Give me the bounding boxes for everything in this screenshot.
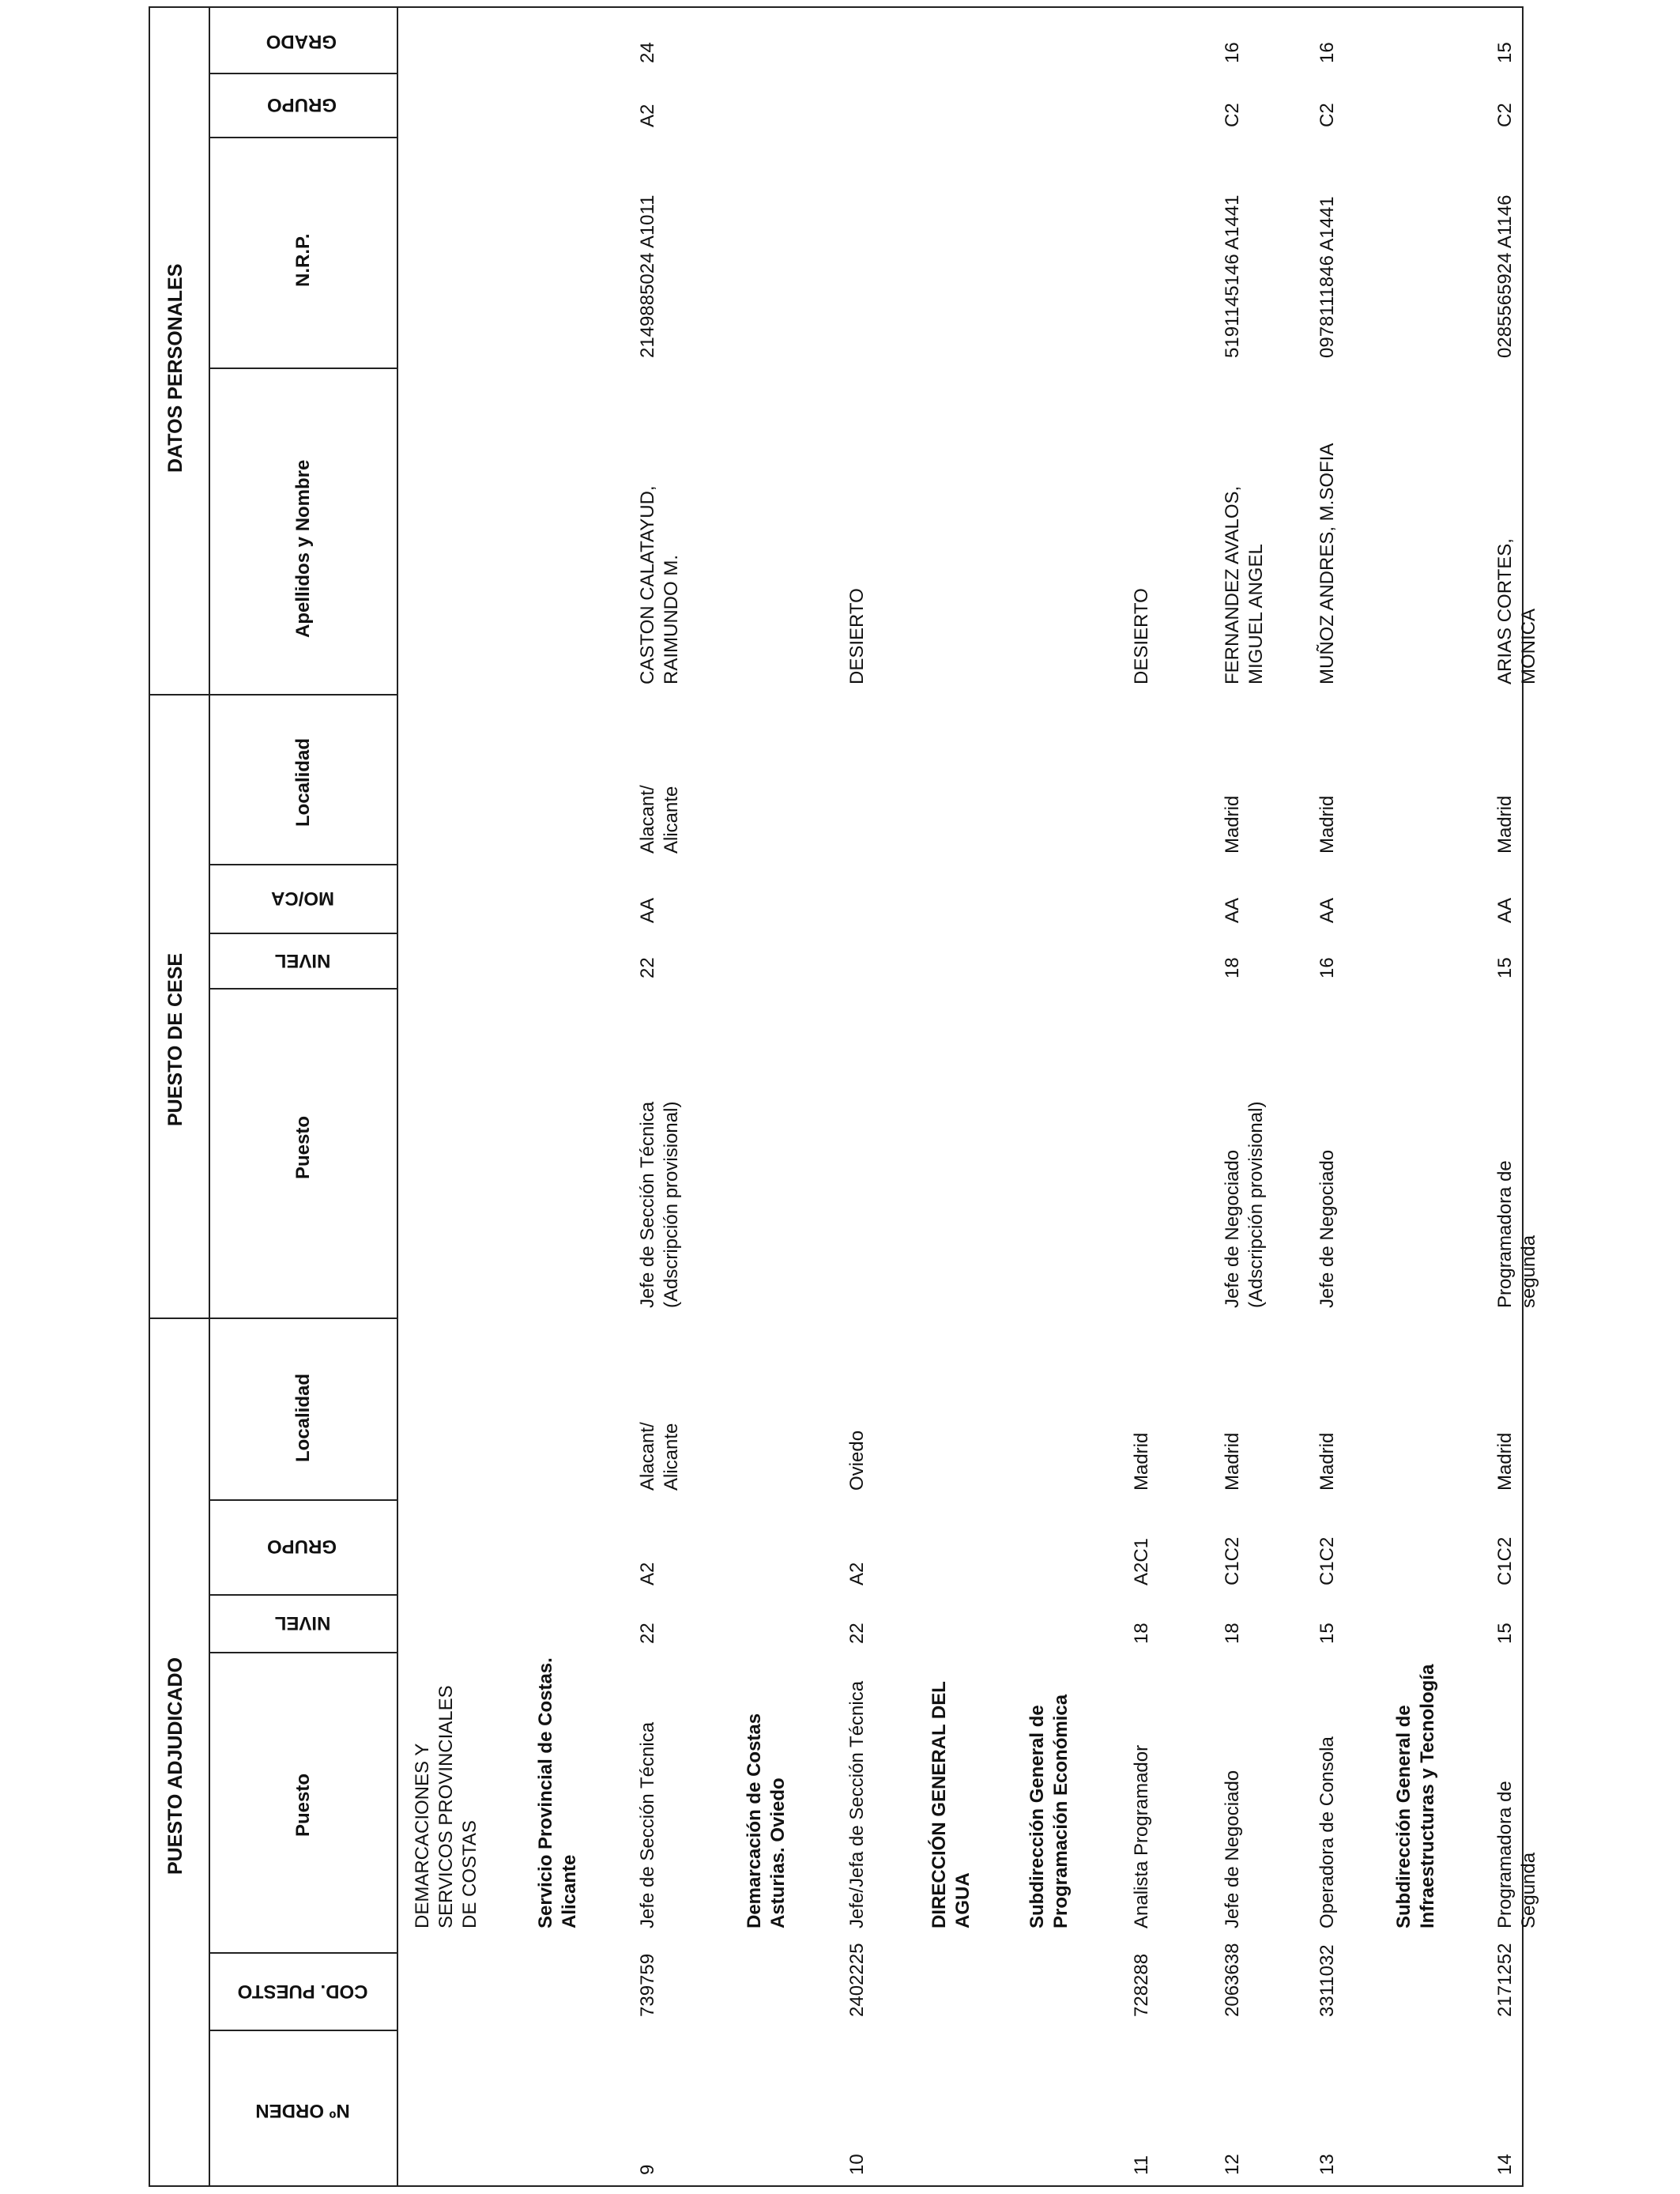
col-sep-nivel-cese <box>209 988 397 990</box>
section-programacion: Subdirección General de Programación Económica <box>1026 1694 1072 1928</box>
row-9-cese-localidad: Alacant/ Alicante <box>637 785 682 854</box>
row-11-nombre: DESIERTO <box>1131 588 1152 684</box>
row-10-cod: 2402225 <box>846 1943 868 2017</box>
group-sep-2 <box>149 1318 209 1319</box>
row-10-grupo: A2 <box>846 1562 868 1585</box>
row-12-cese-moca: AA <box>1222 897 1243 923</box>
col-sep-grado <box>209 73 397 74</box>
row-13-cese-nivel: 16 <box>1317 957 1338 978</box>
table-border-top <box>149 6 1524 8</box>
row-9-cese-puesto: Jefe de Sección Técnica (Adscripción provisional) <box>637 1101 682 1308</box>
group-sep-1 <box>149 694 209 696</box>
row-14-puesto: Programadora de Segunda <box>1494 1781 1539 1928</box>
row-13-grado: 16 <box>1317 42 1338 63</box>
row-14-cese-moca: AA <box>1494 897 1516 923</box>
row-13-orden: 13 <box>1317 2154 1338 2175</box>
row-10-localidad: Oviedo <box>846 1430 868 1491</box>
row-13-nrp: 0978111846 A1441 <box>1317 196 1338 358</box>
row-11-orden: 11 <box>1131 2155 1152 2175</box>
col-sep-grupo <box>209 137 397 138</box>
row-10-nombre: DESIERTO <box>846 588 868 684</box>
table-border-bottom <box>149 2185 1524 2187</box>
row-9-localidad: Alacant/ Alicante <box>637 1422 682 1491</box>
row-14-orden: 14 <box>1494 2154 1516 2175</box>
group-header-divider <box>209 6 210 2187</box>
section-demarcaciones: DEMARCACIONES Y SERVICOS PROVINCIALES DE COSTAS <box>412 1685 480 1928</box>
col-sep-moca <box>209 933 397 934</box>
row-10-nivel: 22 <box>846 1623 868 1644</box>
row-14-cese-localidad: Madrid <box>1494 795 1516 854</box>
row-12-nombre: FERNANDEZ AVALOS, MIGUEL ANGEL <box>1222 485 1267 684</box>
row-14-cese-nivel: 15 <box>1494 957 1516 978</box>
row-9-cese-nivel: 22 <box>637 957 658 978</box>
row-12-grupo: C1C2 <box>1222 1536 1243 1585</box>
row-12-cese-localidad: Madrid <box>1222 795 1243 854</box>
row-13-cese-localidad: Madrid <box>1317 795 1338 854</box>
row-14-nrp: 0285565924 A1146 <box>1494 194 1516 358</box>
row-12-puesto: Jefe de Negociado <box>1222 1770 1243 1928</box>
row-9-grado: 24 <box>637 42 658 63</box>
row-14-grupo: C1C2 <box>1494 1536 1516 1585</box>
col-sep-cod <box>209 2030 397 2031</box>
header-nivel: NIVEL <box>274 1612 331 1634</box>
row-14-localidad: Madrid <box>1494 1432 1516 1491</box>
col-sep-localidad-cese <box>209 864 397 865</box>
row-14-dp-grupo: C2 <box>1494 103 1516 127</box>
header-apellidos: Apellidos y Nombre <box>292 459 314 638</box>
header-localidad: Localidad <box>292 1373 314 1462</box>
row-9-cese-moca: AA <box>637 897 658 923</box>
group-header-personales: DATOS PERSONALES <box>164 263 186 473</box>
header-nrp: N.R.P. <box>292 233 314 287</box>
row-9-dp-grupo: A2 <box>637 104 658 127</box>
row-14-grado: 15 <box>1494 42 1516 63</box>
row-13-grupo: C1C2 <box>1317 1536 1338 1585</box>
row-11-nivel: 18 <box>1131 1623 1152 1644</box>
column-header-divider <box>397 6 398 2187</box>
header-cese-nivel: NIVEL <box>274 950 331 971</box>
row-13-cese-moca: AA <box>1317 897 1338 923</box>
row-14-nivel: 15 <box>1494 1623 1516 1644</box>
row-11-grupo: A2C1 <box>1131 1537 1152 1585</box>
col-sep-apellidos <box>209 694 397 696</box>
row-13-nombre: MUÑOZ ANDRES, M.SOFIA <box>1317 443 1338 684</box>
col-sep-nrp <box>209 368 397 369</box>
col-sep-localidad <box>209 1499 397 1501</box>
row-11-cod: 728288 <box>1131 1953 1152 2017</box>
row-12-dp-grupo: C2 <box>1222 103 1243 127</box>
row-13-cod: 3311032 <box>1317 1944 1338 2017</box>
row-9-puesto: Jefe de Sección Técnica <box>637 1721 658 1928</box>
col-sep-puesto-cese <box>209 1318 397 1319</box>
row-12-grado: 16 <box>1222 42 1243 63</box>
row-9-nombre: CASTON CALATAYUD, RAIMUNDO M. <box>637 485 682 684</box>
row-10-orden: 10 <box>846 2154 868 2175</box>
row-12-nrp: 5191145146 A1441 <box>1222 194 1243 358</box>
row-9-grupo: A2 <box>637 1562 658 1585</box>
group-header-cese: PUESTO DE CESE <box>164 952 186 1126</box>
row-12-cese-nivel: 18 <box>1222 957 1243 978</box>
row-9-nrp: 2149885024 A1011 <box>637 194 658 358</box>
group-header-adjudicado: PUESTO ADJUDICADO <box>164 1657 186 1875</box>
row-9-cod: 739759 <box>637 1953 658 2017</box>
row-11-puesto: Analista Programador <box>1131 1744 1152 1928</box>
row-12-localidad: Madrid <box>1222 1432 1243 1491</box>
row-14-cese-puesto: Programadora de segunda <box>1494 1160 1539 1308</box>
header-cod-puesto: COD. PUESTO <box>237 1981 368 2002</box>
row-10-puesto: Jefe/Jefa de Sección Técnica <box>846 1680 868 1928</box>
section-servicio-alicante: Servicio Provincial de Costas. Alicante <box>535 1657 580 1928</box>
header-orden: Nº ORDEN <box>255 2100 350 2121</box>
header-dp-grado: GRADO <box>266 31 337 52</box>
row-9-nivel: 22 <box>637 1623 658 1644</box>
row-12-cese-puesto: Jefe de Negociado (Adscripción provisional) <box>1222 1101 1267 1308</box>
row-12-orden: 12 <box>1222 2154 1243 2175</box>
section-demarcacion-asturias: Demarcación de Costas Asturias. Oviedo <box>744 1713 789 1928</box>
header-puesto: Puesto <box>292 1773 314 1837</box>
header-grupo: GRUPO <box>266 1536 337 1557</box>
row-13-dp-grupo: C2 <box>1317 103 1338 127</box>
row-14-nombre: ARIAS CORTES, MONICA <box>1494 538 1539 684</box>
section-direccion-agua: DIRECCIÓN GENERAL DEL AGUA <box>929 1681 974 1928</box>
header-cese-localidad: Localidad <box>292 737 314 827</box>
row-9-orden: 9 <box>637 2164 658 2175</box>
row-13-nivel: 15 <box>1317 1623 1338 1644</box>
section-infraestructuras: Subdirección General de Infraestructuras y Tecnología <box>1393 1664 1438 1928</box>
table-border-left <box>149 6 150 2187</box>
header-cese-moca: MO/CA <box>271 888 334 909</box>
row-12-cod: 2063638 <box>1222 1943 1243 2017</box>
row-13-localidad: Madrid <box>1317 1432 1338 1491</box>
header-cese-puesto: Puesto <box>292 1115 314 1179</box>
col-sep-puesto-adj <box>209 1952 397 1954</box>
row-13-cese-puesto: Jefe de Negociado <box>1317 1149 1338 1308</box>
row-12-nivel: 18 <box>1222 1623 1243 1644</box>
col-sep-nivel-adj <box>209 1652 397 1653</box>
row-11-localidad: Madrid <box>1131 1432 1152 1491</box>
col-sep-grupo-adj <box>209 1594 397 1596</box>
header-dp-grupo: GRUPO <box>266 94 337 115</box>
row-14-cod: 2171252 <box>1494 1943 1516 2017</box>
row-13-puesto: Operadora de Consola <box>1317 1736 1338 1928</box>
